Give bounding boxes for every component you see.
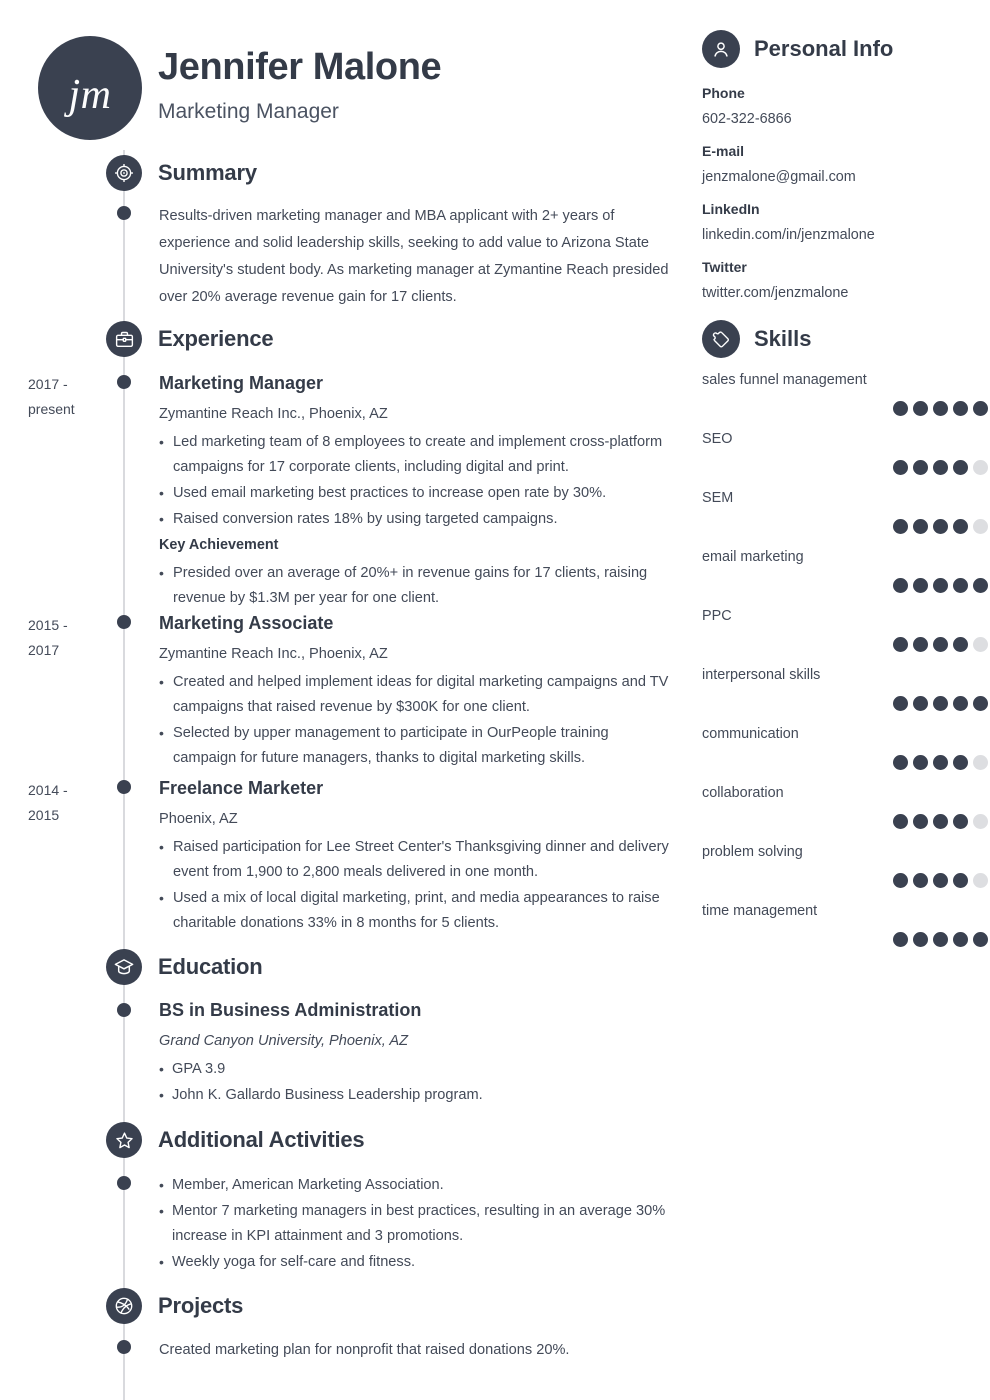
section-heading-projects [106,1288,243,1324]
rating-dot-filled [973,578,988,593]
rating-dot-filled [913,932,928,947]
key-achievement-label: Key Achievement [159,537,279,553]
section-title-projects: Projects [158,1293,244,1318]
job-company: Phoenix, AZ [159,811,238,827]
job-dates-line1: 2014 - [28,782,68,798]
rating-dot-filled [933,755,948,770]
rating-dot-filled [953,578,968,593]
rating-dot-filled [893,696,908,711]
section-heading-personal-info [702,30,893,68]
projects-body [159,1337,669,1364]
rating-dot-filled [913,578,928,593]
rating-dot-filled [913,755,928,770]
list-item: • Raised conversion rates 18% by using targeted campaigns. [159,507,669,532]
section-heading-education [106,949,263,985]
rating-dot-filled [973,932,988,947]
field-value[interactable]: jenzmalone@gmail.com [702,169,856,185]
job-bullets [159,670,669,771]
job-company: Zymantine Reach Inc., Phoenix, AZ [159,406,388,422]
skill-rating [702,696,988,711]
rating-dot-filled [953,873,968,888]
timeline-dot [117,1176,131,1190]
skill-rating [702,637,988,652]
rating-dot-filled [933,401,948,416]
rating-dot-filled [973,401,988,416]
section-title-skills: Skills [754,326,812,351]
list-item: • Member, American Marketing Association. [159,1173,669,1198]
summary-body [159,203,669,311]
list-item: • Selected by upper management to participate in OurPeople training campaign for future managers, thanks to digital marketing skills. [159,721,669,771]
rating-dot-empty [973,755,988,770]
job-dates-line1: 2015 - [28,617,68,633]
rating-dot-filled [893,460,908,475]
key-achievement-bullets [159,561,669,611]
rating-dot-filled [893,755,908,770]
rating-dot-empty [973,519,988,534]
list-item: • Mentor 7 marketing managers in best practices, resulting in an average 30% increase in KPI attainment and 3 promotions. [159,1199,669,1249]
job-role: Marketing Associate [159,613,334,633]
skill-rating [702,519,988,534]
skill-row [702,901,988,947]
list-item: • Raised participation for Lee Street Center's Thanksgiving dinner and delivery event from 1,900 to 2,800 meals delivered in one month. [159,835,669,885]
education-bullets [159,1057,669,1108]
list-item: • Used a mix of local digital marketing, print, and media appearances to raise charitable donations 33% in 8 months for 5 clients. [159,886,669,936]
activities-bullets [159,1173,669,1275]
job-title: Marketing Manager [158,100,339,123]
skill-rating [702,578,988,593]
field-label: Phone [702,85,745,101]
rating-dot-filled [913,696,928,711]
graduation-cap-icon [106,949,142,985]
job-role: Freelance Marketer [159,778,324,798]
rating-dot-filled [933,460,948,475]
personal-info-field [702,255,988,305]
rating-dot-filled [913,814,928,829]
degree-title: BS in Business Administration [159,1000,422,1020]
job-entry [159,372,669,612]
skill-row [702,783,988,829]
skill-name: interpersonal skills [702,667,821,683]
rating-dot-filled [953,932,968,947]
job-dates-line2: 2017 [28,642,60,658]
rating-dot-empty [973,814,988,829]
skill-rating [702,932,988,947]
skill-row [702,488,988,534]
rating-dot-filled [913,460,928,475]
job-bullets [159,835,669,936]
rating-dot-filled [913,401,928,416]
list-item: • GPA 3.9 [159,1057,669,1082]
job-dates [28,613,114,663]
rating-dot-filled [913,519,928,534]
rating-dot-filled [953,755,968,770]
page-title: Jennifer Malone [158,46,442,88]
projects-text: Created marketing plan for nonprofit that raised donations 20%. [159,1342,570,1358]
job-entry [159,612,669,772]
skill-name: collaboration [702,785,784,801]
section-heading-summary [106,155,257,191]
job-dates-line1: 2017 - [28,376,68,392]
timeline-dot [117,375,131,389]
section-heading-activities [106,1122,364,1158]
summary-text: Results-driven marketing manager and MBA applicant with 2+ years of experience and solid leadership skills, seeking to add value to Arizona State University's student body. As marketing manager at Zymantine Reach presided over 20% average revenue gain for 17 clients. [159,208,669,305]
rating-dot-empty [973,460,988,475]
rating-dot-filled [893,519,908,534]
rating-dot-filled [913,637,928,652]
rating-dot-filled [933,696,948,711]
rating-dot-filled [953,814,968,829]
section-title-activities: Additional Activities [158,1127,365,1152]
job-entry [159,777,669,937]
resume-sidebar [700,0,990,1400]
skill-name: email marketing [702,549,804,565]
rating-dot-filled [893,637,908,652]
field-value[interactable]: 602-322-6866 [702,111,792,127]
activities-body [159,1170,669,1276]
timeline-dot [117,1340,131,1354]
rating-dot-filled [973,696,988,711]
list-item: • Used email marketing best practices to increase open rate by 30%. [159,481,669,506]
personal-info-field [702,81,988,131]
list-item: • Created and helped implement ideas for digital marketing campaigns and TV campaigns that raised revenue by $300K for one client. [159,670,669,720]
job-dates-line2: present [28,401,75,417]
timeline-dot [117,1003,131,1017]
puzzle-heart-icon [702,320,740,358]
rating-dot-filled [953,519,968,534]
rating-dot-filled [953,696,968,711]
person-icon [702,30,740,68]
timeline-dot [117,780,131,794]
rating-dot-filled [933,578,948,593]
rating-dot-filled [953,460,968,475]
skill-row [702,724,988,770]
rating-dot-filled [913,873,928,888]
skill-rating [702,460,988,475]
field-value[interactable]: linkedin.com/in/jenzmalone [702,227,875,243]
field-label: LinkedIn [702,201,760,217]
field-value[interactable]: twitter.com/jenzmalone [702,285,849,301]
list-item: • Led marketing team of 8 employees to create and implement cross-platform campaigns for 17 corporate clients, including digital and print. [159,430,669,480]
rating-dot-filled [953,401,968,416]
rating-dot-empty [973,873,988,888]
job-dates [28,372,114,422]
resume-header [38,30,678,150]
personal-info-field [702,197,988,247]
skill-row [702,547,988,593]
skill-row [702,370,988,416]
rating-dot-filled [893,401,908,416]
rating-dot-filled [893,578,908,593]
skill-row [702,665,988,711]
skill-rating [702,401,988,416]
skill-name: time management [702,903,818,919]
job-dates-line2: 2015 [28,807,60,823]
skill-row [702,842,988,888]
ball-icon [106,1288,142,1324]
rating-dot-filled [893,873,908,888]
job-bullets [159,430,669,532]
section-heading-experience [106,321,273,357]
school-name: Grand Canyon University, Phoenix, AZ [159,1033,409,1049]
list-item: • John K. Gallardo Business Leadership program. [159,1083,669,1108]
skill-rating [702,873,988,888]
skill-name: PPC [702,608,732,624]
personal-info-field [702,139,988,189]
education-entry [159,999,669,1109]
section-title-personal-info: Personal Info [754,36,894,61]
briefcase-icon [106,321,142,357]
skill-name: SEM [702,490,734,506]
rating-dot-filled [933,814,948,829]
timeline-dot [117,206,131,220]
rating-dot-filled [933,519,948,534]
rating-dot-filled [953,637,968,652]
field-label: Twitter [702,259,747,275]
field-label: E-mail [702,143,745,159]
avatar [38,36,142,140]
rating-dot-filled [893,814,908,829]
skill-rating [702,755,988,770]
target-icon [106,155,142,191]
section-heading-skills [702,320,811,358]
skill-name: problem solving [702,844,803,860]
rating-dot-filled [933,637,948,652]
skill-rating [702,814,988,829]
section-title-summary: Summary [158,160,257,185]
skill-name: communication [702,726,799,742]
rating-dot-filled [893,932,908,947]
skill-name: sales funnel management [702,372,867,388]
rating-dot-filled [933,873,948,888]
list-item: • Weekly yoga for self-care and fitness. [159,1250,669,1275]
skill-row [702,429,988,475]
skill-row [702,606,988,652]
list-item: • Presided over an average of 20%+ in revenue gains for 17 clients, raising revenue by $1.3M per year for one client. [159,561,669,611]
rating-dot-empty [973,637,988,652]
job-dates [28,778,114,828]
timeline-dot [117,615,131,629]
job-role: Marketing Manager [159,373,324,393]
skill-name: SEO [702,431,733,447]
avatar-monogram: jm [68,72,112,118]
star-icon [106,1122,142,1158]
section-title-experience: Experience [158,326,274,351]
rating-dot-filled [933,932,948,947]
job-company: Zymantine Reach Inc., Phoenix, AZ [159,646,388,662]
section-title-education: Education [158,954,263,979]
